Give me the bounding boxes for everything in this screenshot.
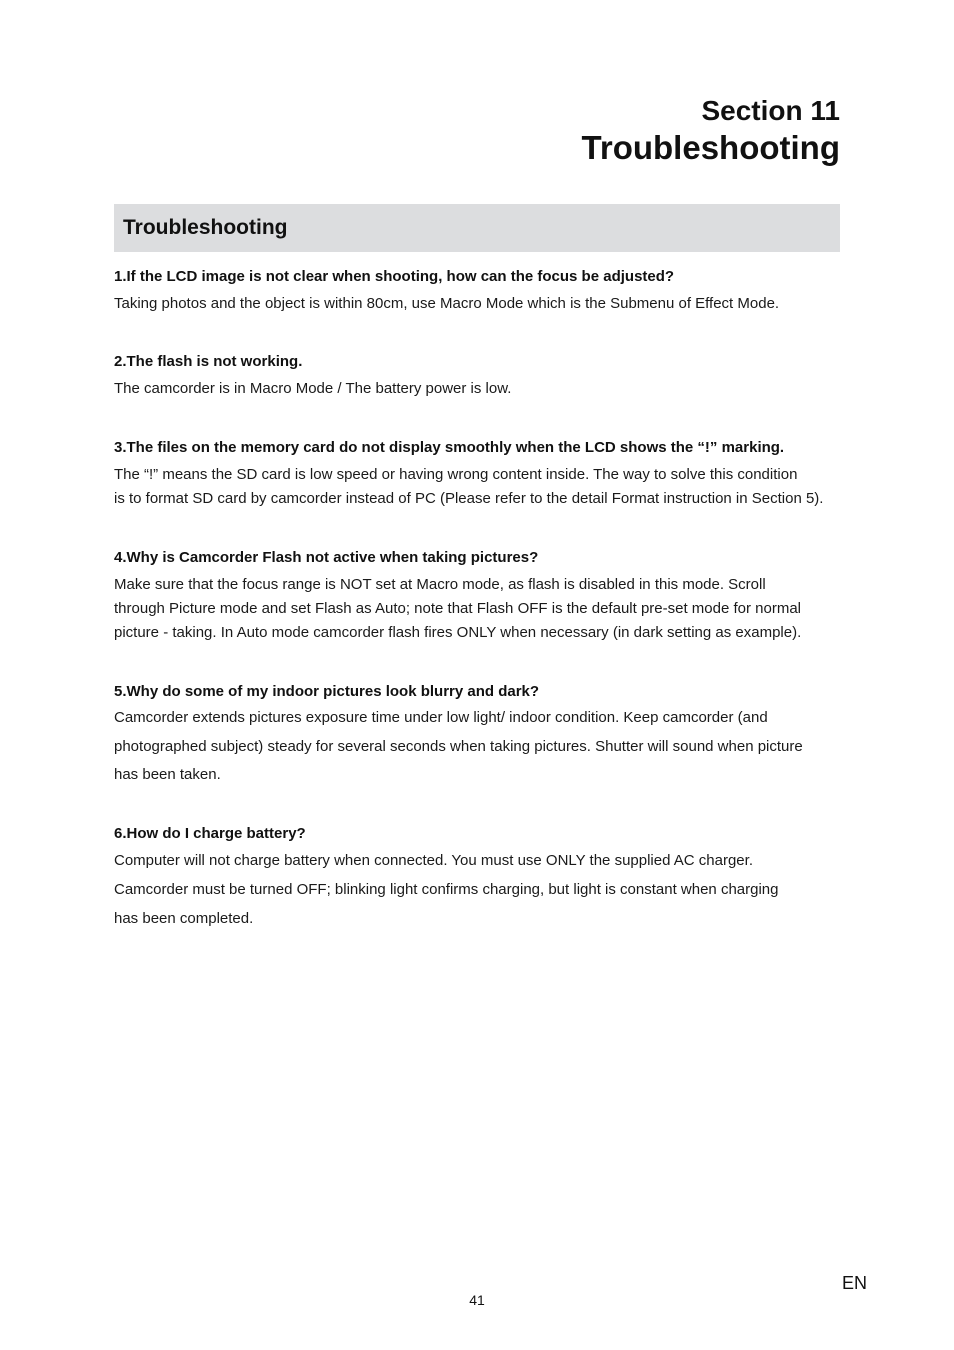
question-6: 6.How do I charge battery? <box>114 825 306 842</box>
answer-4-line-3: picture - taking. In Auto mode camcorder flash fires ONLY when necessary (in dark setting as example). <box>114 624 802 641</box>
qa-item-2 <box>114 353 854 401</box>
answer-4-line-1: Make sure that the focus range is NOT set at Macro mode, as flash is disabled in this mode. Scroll <box>114 576 766 593</box>
answer-3-line-2: is to format SD card by camcorder instead of PC (Please refer to the detail Format instruction in Section 5). <box>114 490 824 507</box>
answer-5-line-1: Camcorder extends pictures exposure time under low light/ indoor condition. Keep camcorder (and <box>114 709 768 726</box>
answer-5 <box>114 704 854 790</box>
qa-item-5 <box>114 683 854 790</box>
language-marker: EN <box>841 1273 867 1293</box>
qa-item-4 <box>114 549 854 645</box>
answer-5-line-2: photographed subject) steady for several seconds when taking pictures. Shutter will sound when picture <box>114 737 803 755</box>
answer-5-line-3: has been taken. <box>114 766 221 783</box>
question-3: 3.The files on the memory card do not display smoothly when the LCD shows the “!” marking. <box>114 439 785 456</box>
answer-2 <box>114 377 854 401</box>
qa-item-6 <box>114 825 854 933</box>
answer-6-line-3: has been completed. <box>114 910 254 927</box>
qa-item-1 <box>114 268 854 316</box>
qa-item-3 <box>114 439 854 511</box>
answer-3 <box>114 463 854 511</box>
troubleshooting-banner <box>114 204 840 252</box>
question-1: 1.If the LCD image is not clear when shooting, how can the focus be adjusted? <box>114 268 675 285</box>
section-number: Section 11 <box>701 95 840 126</box>
section-title: Troubleshooting <box>581 129 840 166</box>
question-4: 4.Why is Camcorder Flash not active when taking pictures? <box>114 549 539 566</box>
page-number: 41 <box>469 1292 485 1308</box>
answer-6-line-2: Camcorder must be turned OFF; blinking light confirms charging, but light is constant when charging <box>114 881 779 898</box>
answer-2-line-1: The camcorder is in Macro Mode / The battery power is low. <box>114 380 512 397</box>
answer-4-line-2: through Picture mode and set Flash as Auto; note that Flash OFF is the default pre-set mode for normal <box>114 600 802 617</box>
section-heading <box>582 94 840 168</box>
answer-6-line-1: Computer will not charge battery when connected. You must use ONLY the supplied AC charger. <box>114 852 753 869</box>
question-5: 5.Why do some of my indoor pictures look blurry and dark? <box>114 683 540 700</box>
answer-6 <box>114 846 854 933</box>
banner-title: Troubleshooting <box>123 216 288 239</box>
answer-3-line-1: The “!” means the SD card is low speed or having wrong content inside. The way to solve this condition <box>114 466 798 483</box>
answer-1-line-1: Taking photos and the object is within 80cm, use Macro Mode which is the Submenu of Effect Mode. <box>114 295 780 312</box>
question-2: 2.The flash is not working. <box>114 353 303 370</box>
answer-1 <box>114 292 854 316</box>
answer-4 <box>114 573 854 645</box>
